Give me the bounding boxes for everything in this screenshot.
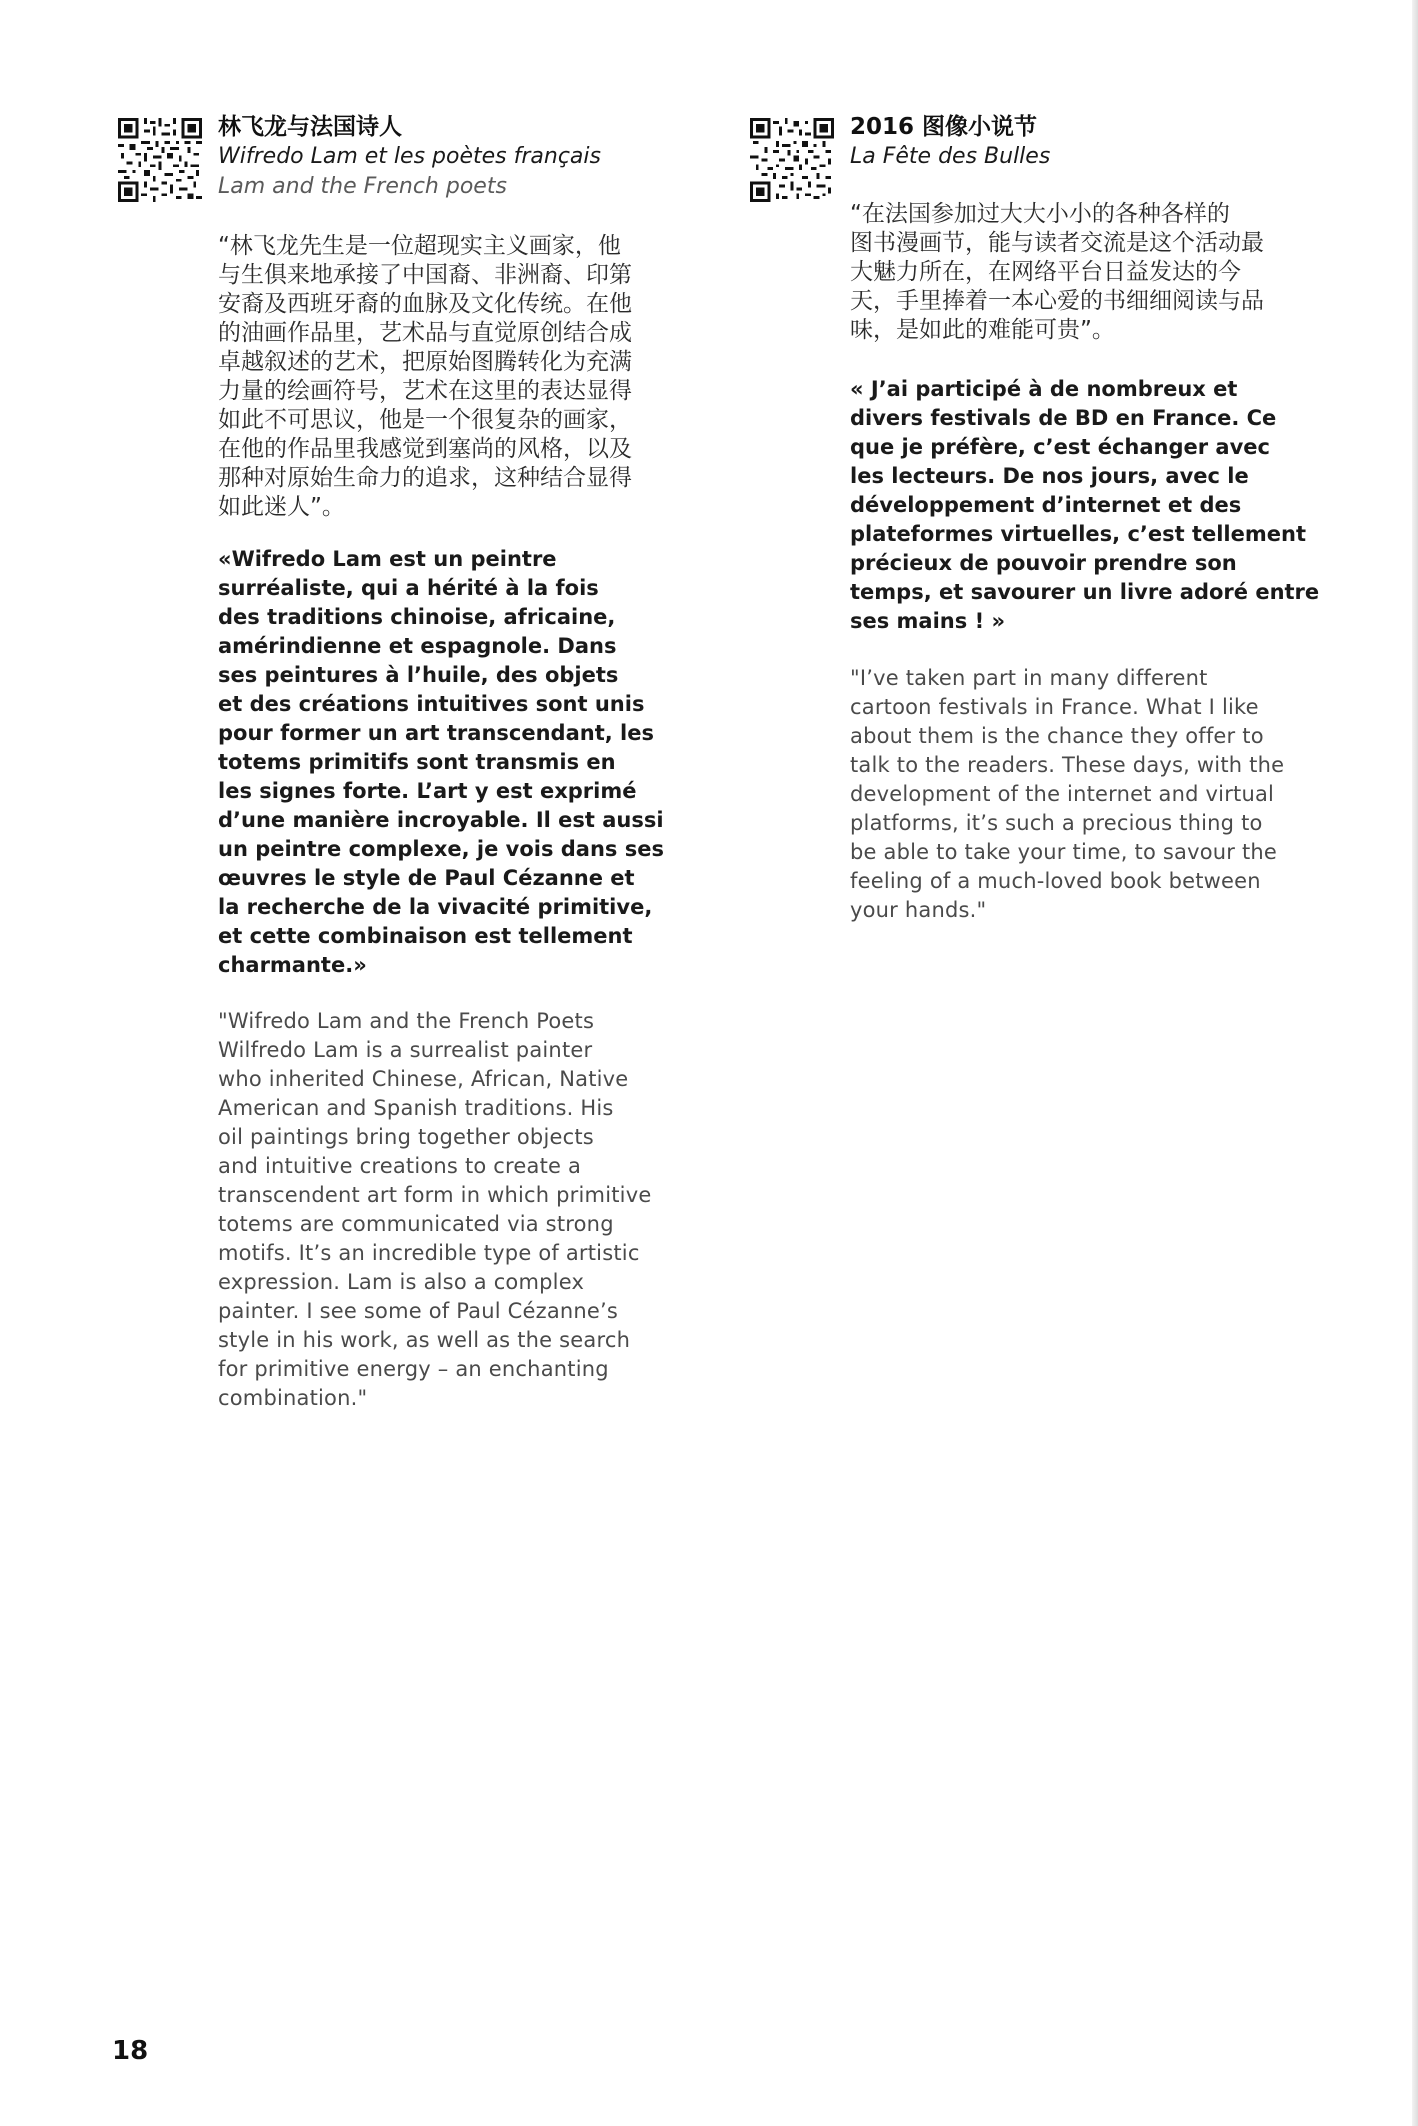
quote-english: "I’ve taken part in many different cartoon festivals in France. What I like about them is the chance they offer to talk to the readers. These days, with the development of the internet and virtual platforms, it’s such a precious thing to be able to take your time, to savour the feeling of a much-loved book between your hands." bbox=[850, 666, 1285, 922]
qr-code-icon[interactable] bbox=[750, 118, 834, 202]
title-chinese: 2016 图像小说节 bbox=[850, 114, 1038, 140]
title-french: La Fête des Bulles bbox=[850, 144, 1051, 169]
page-number: 18 bbox=[112, 2036, 149, 2066]
title-english: Lam and the French poets bbox=[218, 174, 507, 199]
quote-english: "Wifredo Lam and the French Poets Wilfredo Lam is a surrealist painter who inherited Chinese, African, Native American and Spanish traditions. His oil paintings bring together objects and intuitive creations to create a transcendent art form in which primitive totems are communicated via strong motifs. It’s an incredible type of artistic expression. Lam is also a complex painter. I see some of Paul Cézanne’s style in his work, as well as the search for primitive energy – an enchanting combination." bbox=[218, 1009, 652, 1410]
entry-titles bbox=[850, 112, 1050, 172]
quote-chinese: “在法国参加过大大小小的各种各样的 图书漫画节，能与读者交流是这个活动最 大魅力所在，在网络平台日益发达的今 天，手里捧着一本心爱的书细细阅读与品 味，是如此的难能可贵”。 bbox=[850, 201, 1264, 343]
qr-code-icon[interactable] bbox=[118, 118, 202, 202]
quote-french: « J’ai participé à de nombreux et divers festivals de BD en France. Ce que je préfère, c’est échanger avec les lecteurs. De nos jours, avec le développement d’internet et des plateformes virtuelles, c’est tellement précieux de pouvoir prendre son temps, et savourer un livre adoré entre ses mains ! » bbox=[850, 377, 1320, 633]
title-french: Wifredo Lam et les poètes français bbox=[218, 144, 601, 169]
quote-chinese: “林飞龙先生是一位超现实主义画家，他 与生俱来地承接了中国裔、非洲裔、印第 安裔及西班牙裔的血脉及文化传统。在他 的油画作品里，艺术品与直觉原创结合成 卓越叙述的艺术，把原始图腾转化为充满 力量的绘画符号，艺术在这里的表达显得 如此不可思议，他是一个很复杂的画家， 在他的作品里我感觉到塞尚的风格，以及 那种对原始生命力的追求，这种结合显得 如此迷人”。 bbox=[218, 233, 632, 520]
page-edge-shadow bbox=[1412, 0, 1418, 2126]
entry-titles bbox=[218, 112, 601, 202]
quote-french: «Wifredo Lam est un peintre surréaliste, qui a hérité à la fois des traditions chinoise, africaine, amérindienne et espagnole. Dans ses peintures à l’huile, des objets et des créations intuitives sont unis pour former un art transcendant, les totems primitifs sont transmis en les signes forte. L’art y est exprimé d’une manière incroyable. Il est aussi un peintre complexe, je vois dans ses œuvres le style de Paul Cézanne et la recherche de la vivacité primitive, et cette combinaison est tellement charmante.» bbox=[218, 547, 664, 977]
title-chinese: 林飞龙与法国诗人 bbox=[218, 114, 402, 140]
